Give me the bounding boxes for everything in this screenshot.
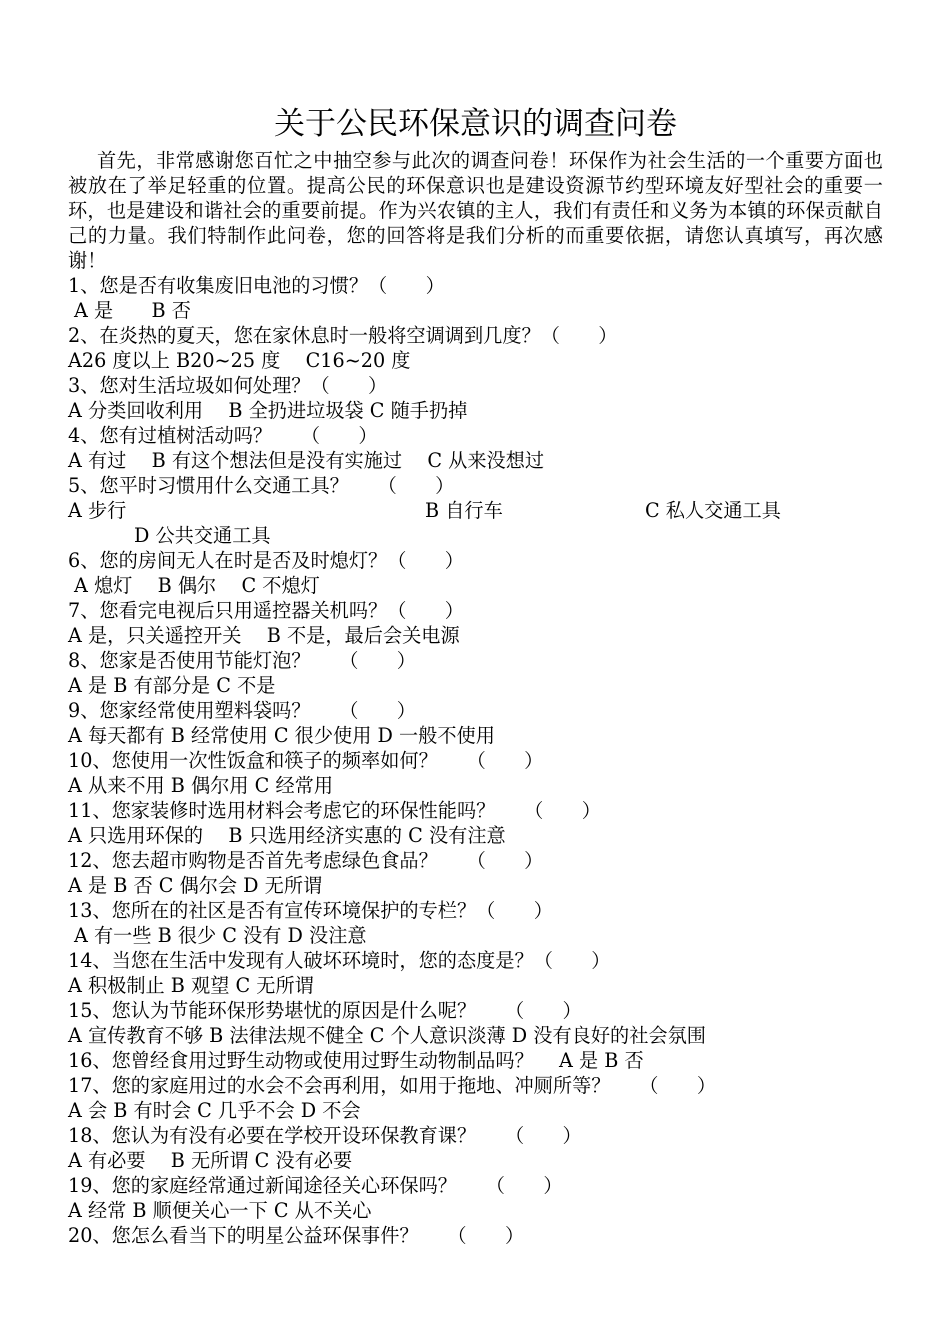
question-10: 10、您使用一次性饭盒和筷子的频率如何？ （ ）	[68, 749, 544, 772]
answer-options-2: A26 度以上 B20~25 度 C16~20 度	[68, 349, 411, 372]
question-13: 13、您所在的社区是否有宣传环境保护的专栏？（ ）	[68, 899, 553, 922]
answer-options-8: A 是 B 有部分是 C 不是	[68, 674, 276, 697]
answer-options-17: A 会 B 有时会 C 几乎不会 D 不会	[68, 1099, 361, 1122]
question-6: 6、您的房间无人在时是否及时熄灯？（ ）	[68, 549, 464, 572]
answer-options-5	[68, 498, 883, 523]
question-4: 4、您有过植树活动吗？ （ ）	[68, 424, 378, 447]
option-5a: A 步行	[68, 499, 127, 522]
answer-options-15: A 宣传教育不够 B 法律法规不健全 C 个人意识淡薄 D 没有良好的社会氛围	[68, 1024, 706, 1047]
answer-options-14: A 积极制止 B 观望 C 无所谓	[68, 974, 314, 997]
question-12: 12、您去超市购物是否首先考虑绿色食品？ （ ）	[68, 849, 544, 872]
answer-options-4: A 有过 B 有这个想法但是没有实施过 C 从来没想过	[68, 449, 545, 472]
intro-paragraph: 首先，非常感谢您百忙之中抽空参与此次的调查问卷！环保作为社会生活的一个重要方面也被放在了举足轻重的位置。提高公民的环保意识也是建设资源节约型环境友好型社会的重要一环，也是建设和谐社会的重要前提。作为兴农镇的主人，我们有责任和义务为本镇的环保贡献自己的力量。我们特制作此问卷，您的回答将是我们分析的而重要依据，请您认真填写，再次感谢！	[68, 149, 883, 272]
question-15: 15、您认为节能环保形势堪忧的原因是什么呢？ （ ）	[68, 999, 582, 1022]
answer-options-3: A 分类回收利用 B 全扔进垃圾袋 C 随手扔掉	[68, 399, 468, 422]
question-11: 11、您家装修时选用材料会考虑它的环保性能吗？ （ ）	[68, 799, 601, 822]
document-page	[68, 100, 883, 1248]
question-2: 2、在炎热的夏天，您在家休息时一般将空调调到几度？（ ）	[68, 324, 618, 347]
answer-options-18: A 有必要 B 无所谓 C 没有必要	[68, 1149, 353, 1172]
question-20: 20、您怎么看当下的明星公益环保事件？ （ ）	[68, 1224, 525, 1247]
document-title: 关于公民环保意识的调查问卷	[274, 106, 677, 142]
question-18: 18、您认为有没有必要在学校开设环保教育课？ （ ）	[68, 1124, 582, 1147]
question-8: 8、您家是否使用节能灯泡？ （ ）	[68, 649, 416, 672]
question-1: 1、您是否有收集废旧电池的习惯？（ ）	[68, 274, 445, 297]
answer-options-1: A 是 B 否	[74, 299, 191, 322]
answer-options-6: A 熄灯 B 偶尔 C 不熄灯	[74, 574, 320, 597]
answer-options-9: A 每天都有 B 经常使用 C 很少使用 D 一般不使用	[68, 724, 495, 747]
answer-options-19: A 经常 B 顺便关心一下 C 从不关心	[68, 1199, 372, 1222]
answer-options-13: A 有一些 B 很少 C 没有 D 没注意	[74, 924, 367, 947]
option-5c: C 私人交通工具	[645, 499, 781, 522]
answer-options-7: A 是，只关遥控开关 B 不是，最后会关电源	[68, 624, 460, 647]
answer-options-12: A 是 B 否 C 偶尔会 D 无所谓	[68, 874, 323, 897]
answer-options-11: A 只选用环保的 B 只选用经济实惠的 C 没有注意	[68, 824, 506, 847]
option-5d: D 公共交通工具	[134, 524, 271, 547]
question-16: 16、您曾经食用过野生动物或使用过野生动物制品吗？ A 是 B 否	[68, 1049, 644, 1072]
question-17: 17、您的家庭用过的水会不会再利用，如用于拖地、冲厕所等？ （ ）	[68, 1074, 717, 1097]
option-5b: B 自行车	[425, 499, 503, 522]
answer-options-10: A 从来不用 B 偶尔用 C 经常用	[68, 774, 334, 797]
question-5: 5、您平时习惯用什么交通工具？ （ ）	[68, 474, 455, 497]
question-7: 7、您看完电视后只用遥控器关机吗？（ ）	[68, 599, 464, 622]
question-19: 19、您的家庭经常通过新闻途径关心环保吗？ （ ）	[68, 1174, 563, 1197]
question-14: 14、当您在生活中发现有人破坏环境时，您的态度是？（ ）	[68, 949, 611, 972]
question-3: 3、您对生活垃圾如何处理？（ ）	[68, 374, 388, 397]
question-9: 9、您家经常使用塑料袋吗？ （ ）	[68, 699, 416, 722]
